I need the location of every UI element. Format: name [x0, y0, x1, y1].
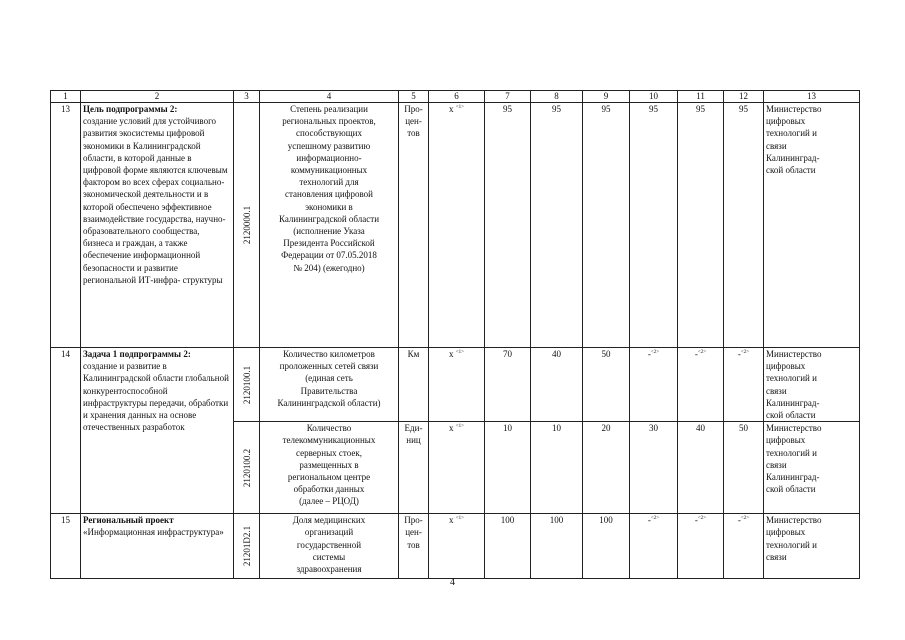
value-cell: 95 — [678, 103, 724, 348]
base-value: x $^{<1>}$ — [429, 514, 485, 579]
row-number: 14 — [51, 348, 81, 514]
header-cell: 3 — [234, 91, 260, 103]
base-value: x $^{<1>}$ — [429, 422, 485, 514]
value-cell: 100 — [531, 514, 583, 579]
value-cell: 50 — [583, 348, 630, 422]
task-title: Задача 1 подпрограммы 2: — [83, 349, 191, 359]
footnote-ref: <1> — [455, 105, 464, 110]
base-value: x $^{<1>}$ — [429, 348, 485, 422]
footnote-ref: <1> — [455, 350, 464, 355]
indicators-table — [50, 90, 860, 579]
value-cell: 30 — [630, 422, 678, 514]
row-number: 15 — [51, 514, 81, 579]
table-row — [51, 348, 860, 422]
value-cell: 95 — [531, 103, 583, 348]
indicator-code: 2120100.1 — [241, 365, 252, 404]
value-cell: -$^{<2>}$ — [630, 348, 678, 422]
footnote-ref: <1> — [455, 516, 464, 522]
value-cell: 70 — [485, 348, 531, 422]
task-cell — [81, 348, 234, 514]
header-cell: 7 — [485, 91, 531, 103]
value-cell: -$^{<2>}$ — [678, 514, 724, 579]
value-cell: -$^{<2>}$ — [630, 514, 678, 579]
indicator-code-cell — [234, 103, 260, 348]
responsible-org: Министерство цифровых технологий и связи Калининград- ской области — [764, 103, 860, 348]
indicator-code-cell — [234, 422, 260, 514]
project-cell — [81, 514, 234, 579]
value-cell: 100 — [583, 514, 630, 579]
value-cell: 100 — [485, 514, 531, 579]
project-description: «Информационная инфраструктура» — [83, 527, 224, 538]
header-cell: 9 — [583, 91, 630, 103]
value-cell: 40 — [531, 348, 583, 422]
header-cell: 6 — [429, 91, 485, 103]
indicator-code: 2120000.1 — [241, 205, 252, 245]
value-cell: 95 — [485, 103, 531, 348]
footnote-ref: <2> — [697, 516, 707, 522]
indicator-code: 2120100.2 — [241, 448, 252, 487]
footnote-ref: <2> — [697, 350, 707, 355]
value-cell: -$^{<2>}$ — [678, 348, 724, 422]
header-row — [51, 91, 860, 103]
goal-cell — [81, 103, 234, 348]
unit: Про- цен- тов — [399, 514, 429, 579]
header-cell: 13 — [764, 91, 860, 103]
unit: Км — [399, 348, 429, 422]
table-row — [51, 103, 860, 348]
unit: Про- цен- тов — [399, 103, 429, 348]
value-cell: 95 — [630, 103, 678, 348]
value-cell: -$^{<2>}$ — [724, 514, 764, 579]
indicator-code-cell — [234, 348, 260, 422]
page-number: 4 — [450, 577, 455, 588]
header-cell: 5 — [399, 91, 429, 103]
header-cell: 8 — [531, 91, 583, 103]
indicator-name: Количество километров проложенных сетей связи (единая сеть Правительства Калининградской области) — [260, 348, 399, 422]
header-cell: 11 — [678, 91, 724, 103]
indicator-name: Степень реализации региональных проектов, способствующих успешному развитию информационно- коммуникационных технологий для становления цифровой экономики в Калининградской области (исполнение Указа Президента Российской Федерации от 07.05.2018 № 204) (ежегодно) — [260, 103, 399, 348]
header-cell: 1 — [51, 91, 81, 103]
task-description: создание и развитие в Калининградской области глобальной конкурентоспособной инфраструктуры передачи, обработки и хранения данных на основе отечественных разработок — [83, 361, 229, 433]
footnote-ref: <2> — [650, 350, 660, 355]
responsible-org: Министерство цифровых технологий и связи Калининград- ской области — [764, 348, 860, 422]
footnote-ref: <2> — [650, 516, 660, 522]
indicator-code-cell — [234, 514, 260, 579]
project-title: Региональный проект — [83, 515, 174, 526]
goal-title: Цель подпрограммы 2: — [83, 104, 178, 114]
header-cell: 12 — [724, 91, 764, 103]
header-cell: 2 — [81, 91, 234, 103]
value-cell: 50 — [724, 422, 764, 514]
value-cell: 10 — [531, 422, 583, 514]
value-cell: 20 — [583, 422, 630, 514]
row-number: 13 — [51, 103, 81, 348]
indicator-code: 21201D2.1 — [241, 526, 252, 567]
header-cell: 4 — [260, 91, 399, 103]
value-cell: 10 — [485, 422, 531, 514]
footnote-ref: <2> — [740, 516, 750, 522]
value-cell: -$^{<2>}$ — [724, 348, 764, 422]
value-cell: 95 — [724, 103, 764, 348]
header-cell: 10 — [630, 91, 678, 103]
value-cell: 95 — [583, 103, 630, 348]
responsible-org: Министерство цифровых технологий и связи — [764, 514, 860, 579]
value-cell: 40 — [678, 422, 724, 514]
base-value: x $^{<1>}$ — [429, 103, 485, 348]
indicator-name: Доля медицинских организаций государственной системы здравоохранения — [260, 514, 399, 579]
footnote-ref: <1> — [455, 424, 464, 430]
unit: Еди- ниц — [399, 422, 429, 514]
responsible-org: Министерство цифровых технологий и связи Калининград- ской области — [764, 422, 860, 514]
table-row — [51, 514, 860, 579]
indicator-name: Количество телекоммуникационных серверных стоек, размещенных в региональном центре обработки данных (далее – РЦОД) — [260, 422, 399, 514]
goal-description: создание условий для устойчивого развития экосистемы цифровой экономики в Калининградской области, в которой данные в цифровой форме являются ключевым фактором во всех сферах социально- экономической деятельности и в которой обеспечено эффективное взаимодействие государства, научно- образовательного сообщества, бизнеса и граждан, а также обеспечение информационной безопасности и развитие региональной ИТ-инфра- структуры — [83, 116, 228, 285]
footnote-ref: <2> — [740, 350, 750, 355]
